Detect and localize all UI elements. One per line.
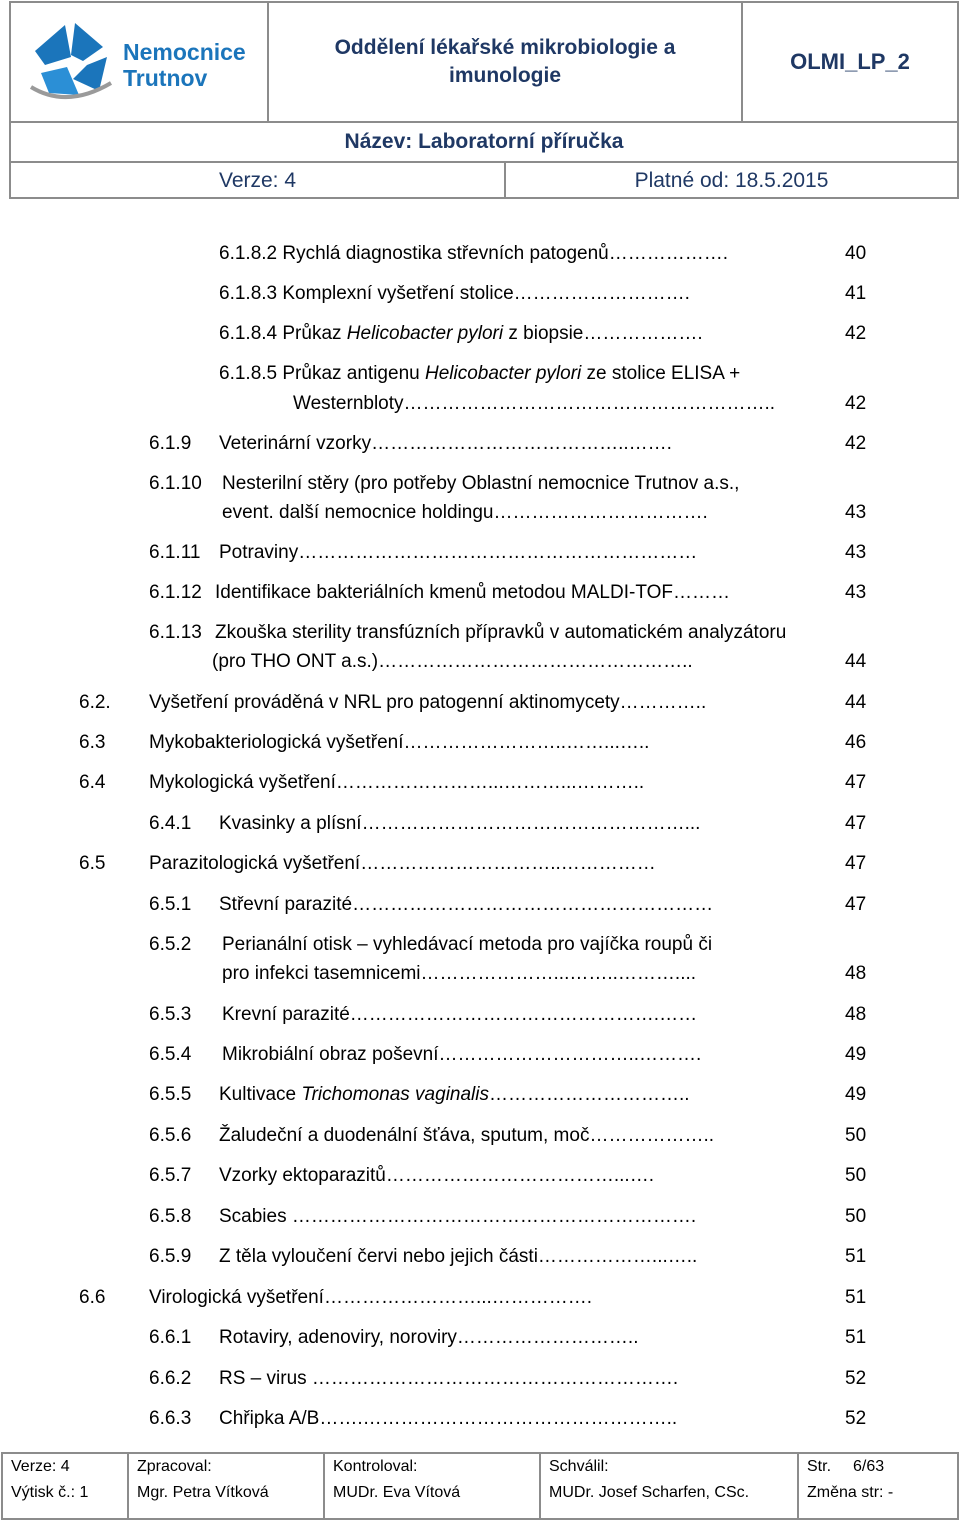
hospital-logo-icon (27, 17, 117, 107)
toc-page: 51 (845, 1246, 867, 1267)
footer-prepared-cell (129, 1454, 325, 1518)
toc-number: 6.5.6 (149, 1125, 192, 1146)
toc-page: 42 (845, 323, 867, 344)
toc-page: 49 (845, 1084, 867, 1105)
toc-number: 6.3 (79, 732, 106, 753)
toc-title: event. další nemocnice holdingu……………………………. (222, 502, 708, 523)
toc-page: 48 (845, 963, 867, 984)
toc-title: Z těla vyloučení červi nebo jejich části………………...….. (219, 1246, 698, 1267)
footer-page-cell (799, 1454, 957, 1518)
checked-by: MUDr. Eva Vítová (333, 1484, 461, 1501)
toc-number: 6.6.2 (149, 1368, 192, 1389)
document-footer (1, 1452, 959, 1520)
toc-page: 52 (845, 1408, 867, 1429)
change-label: Změna str: - (807, 1484, 894, 1501)
document-header (9, 1, 959, 199)
toc-title: Nesterilní stěry (pro potřeby Oblastní nemocnice Trutnov a.s., (222, 473, 740, 494)
toc-page: 40 (845, 243, 867, 264)
toc-number: 6.5.4 (149, 1044, 192, 1065)
toc-title: Parazitologická vyšetření…………………………..…………… (149, 853, 656, 874)
toc-page: 44 (845, 692, 867, 713)
toc-title: Mikrobiální obraz poševní…………………………..………. (222, 1044, 702, 1065)
toc-number: 6.4.1 (149, 813, 192, 834)
toc-title: pro infekci tasemnicemi…………………...……..……….... (222, 963, 697, 984)
checked-label: Kontroloval: (333, 1458, 418, 1475)
valid-from-cell: Platné od: 18.5.2015 (634, 169, 829, 192)
toc-page: 51 (845, 1287, 867, 1308)
toc-page: 48 (845, 1004, 867, 1025)
toc-title: 6.1.8.4 Průkaz Helicobacter pylori z biopsie………………. (219, 323, 703, 344)
department-title: Oddělení lékařské mikrobiologie a imunologie (334, 36, 676, 87)
logo-line-2: Trutnov (123, 65, 208, 91)
toc-title: Kvasinky a plísní……………………………………………... (219, 813, 701, 834)
toc-number: 6.5.7 (149, 1165, 192, 1186)
footer-version: Verze: 4 (11, 1458, 70, 1475)
toc-page: 46 (845, 732, 867, 753)
toc-page: 50 (845, 1206, 867, 1227)
toc-title: Perianální otisk – vyhledávací metoda pro vajíčka roupů či (222, 934, 713, 955)
toc-page: 50 (845, 1165, 867, 1186)
toc-number: 6.1.12 (149, 582, 202, 603)
toc-title: Vyšetření prováděná v NRL pro patogenní aktinomycety………….. (149, 692, 707, 713)
toc-page: 43 (845, 502, 867, 523)
toc-number: 6.1.11 (149, 542, 201, 563)
toc-number: 6.5.3 (149, 1004, 192, 1025)
logo-line-1: Nemocnice (123, 39, 246, 65)
footer-checked-cell (325, 1454, 541, 1518)
header-top-row (11, 3, 957, 123)
toc-title: Westernbloty………………………………………………….. (293, 393, 776, 414)
toc-page: 42 (845, 433, 867, 454)
page-number: 6/63 (853, 1458, 885, 1475)
toc-page: 47 (845, 853, 867, 874)
toc-title: 6.1.8.2 Rychlá diagnostika střevních patogenů………………. (219, 243, 729, 264)
toc-page: 42 (845, 393, 867, 414)
toc-page: 41 (845, 283, 867, 304)
toc-number: 6.1.13 (149, 622, 202, 643)
footer-approved-cell (541, 1454, 799, 1518)
toc-title: Kultivace Trichomonas vaginalis………………………….. (219, 1084, 690, 1105)
toc-number: 6.4 (79, 772, 106, 793)
toc-title: RS – virus …………………………………………………. (219, 1368, 679, 1389)
approved-label: Schválil: (549, 1458, 609, 1475)
prepared-label: Zpracoval: (137, 1458, 212, 1475)
prepared-by: Mgr. Petra Vítková (137, 1484, 269, 1501)
toc-page: 52 (845, 1368, 867, 1389)
toc-title: Žaludeční a duodenální šťáva, sputum, moč……………….. (219, 1125, 715, 1146)
toc-title: 6.1.8.3 Komplexní vyšetření stolice………………………. (219, 283, 690, 304)
toc-title: Identifikace bakteriálních kmenů metodou MALDI-TOF……… (215, 582, 730, 603)
approved-by: MUDr. Josef Scharfen, CSc. (549, 1484, 750, 1501)
toc-title: Veterinární vzorky…………………………………..……. (219, 433, 672, 454)
page-label: Str. (807, 1458, 832, 1475)
toc-number: 6.5.8 (149, 1206, 192, 1227)
toc-page: 47 (845, 894, 867, 915)
toc-title: Chřipka A/B…….………………………………………….. (219, 1408, 678, 1429)
toc-page: 44 (845, 651, 867, 672)
toc-page: 47 (845, 813, 867, 834)
toc-number: 6.6 (79, 1287, 106, 1308)
toc-number: 6.1.9 (149, 433, 192, 454)
toc-page: 49 (845, 1044, 867, 1065)
toc-title: Střevní parazité………………………………………………… (219, 894, 714, 915)
toc-page: 43 (845, 542, 867, 563)
toc-number: 6.5 (79, 853, 106, 874)
toc-title: Vzorky ektoparazitů………………………………...…. (219, 1165, 654, 1186)
toc-title: 6.1.8.5 Průkaz antigenu Helicobacter pylori ze stolice ELISA + (219, 363, 741, 384)
document-name: Název: Laboratorní příručka (344, 130, 624, 153)
toc-title: Mykobakteriologická vyšetření……………………..……...….. (149, 732, 650, 753)
toc-page: 43 (845, 582, 867, 603)
toc-number: 6.5.5 (149, 1084, 192, 1105)
doc-code-cell (743, 3, 957, 121)
toc-number: 6.5.2 (149, 934, 192, 955)
logo-cell (11, 3, 269, 121)
toc-title: Zkouška sterility transfúzních přípravků v automatickém analyzátoru (215, 622, 787, 643)
footer-copy-number: Výtisk č.: 1 (11, 1484, 89, 1501)
toc-title: Mykologická vyšetření……………………...………...……….. (149, 772, 645, 793)
header-name-row (11, 123, 957, 163)
toc-title: Virologická vyšetření……………………...……………. (149, 1287, 593, 1308)
toc-title: (pro THO ONT a.s.)………………………………………….. (212, 651, 693, 672)
toc-title: Potraviny……………………………………………………… (219, 542, 698, 563)
toc-title: Krevní parazité………………………………………….…… (222, 1004, 698, 1025)
toc-number: 6.6.3 (149, 1408, 192, 1429)
toc-number: 6.5.9 (149, 1246, 192, 1267)
toc-title: Rotaviry, adenoviry, noroviry……………………….. (219, 1327, 639, 1348)
toc-page: 47 (845, 772, 867, 793)
toc-number: 6.5.1 (149, 894, 192, 915)
department-cell (269, 3, 743, 121)
hospital-logo-text (123, 39, 246, 91)
footer-version-cell (3, 1454, 129, 1518)
toc-number: 6.2. (79, 692, 111, 713)
toc-number: 6.6.1 (149, 1327, 192, 1348)
toc-title: Scabies ………………………………………………………. (219, 1206, 697, 1227)
document-code: OLMI_LP_2 (790, 49, 910, 74)
toc-page: 50 (845, 1125, 867, 1146)
toc-number: 6.1.10 (149, 473, 202, 494)
header-version-row (11, 163, 957, 199)
toc-page: 51 (845, 1327, 867, 1348)
version-cell: Verze: 4 (11, 163, 506, 199)
